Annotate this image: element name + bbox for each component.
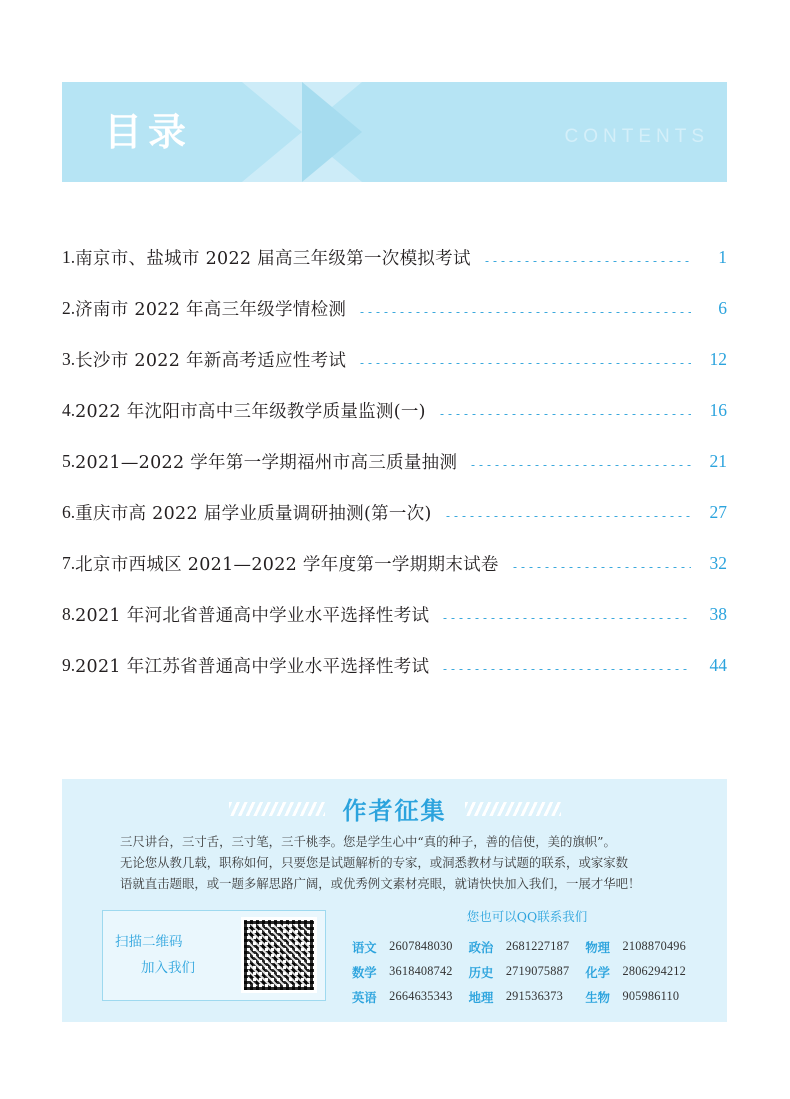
qq-subject: 物理 [585,939,610,955]
qq-contact-heading: 您也可以QQ联系我们 [466,909,588,924]
toc-entry[interactable] [62,487,727,538]
toc-entry-number: 4. [62,400,76,420]
toc-leader-dots [511,567,691,568]
toc-entry-label: 南京市、盐城市 2022 届高三年级第一次模拟考试 [75,249,471,269]
toc-entry-label: 2021—2022 学年第一学期福州市高三质量抽测 [75,453,458,473]
qq-contact-table [352,934,702,1009]
toc-leader-dots [444,516,691,517]
qq-number[interactable]: 291536373 [505,989,563,1003]
qq-number[interactable]: 2719075887 [505,964,570,978]
toc-entry-page: 16 [709,400,727,420]
toc-entry[interactable] [62,385,727,436]
toc-entry-page: 38 [709,604,727,624]
toc-entry-number: 6. [62,502,76,522]
toc-entry-number: 1. [62,247,76,267]
toc-entry-page: 6 [718,298,727,318]
toc-entry-page: 21 [709,451,727,471]
toc-entry-label: 长沙市 2022 年新高考适应性考试 [75,351,347,371]
toc-entry-number: 9. [62,655,76,675]
toc-entry[interactable] [62,334,727,385]
toc-entry-label: 2022 年沈阳市高中三年级教学质量监测(一) [75,402,426,422]
toc-entry[interactable] [62,283,727,334]
toc-entry-number: 7. [62,553,76,573]
table-row [352,984,702,1009]
toc-leader-dots [441,669,691,670]
toc-entry-label: 重庆市高 2022 届学业质量调研抽测(第一次) [75,504,432,524]
qq-subject: 数学 [352,964,377,980]
qr-join-panel[interactable] [102,910,326,1001]
qq-subject: 语文 [352,939,377,955]
toc-entry-number: 3. [62,349,76,369]
toc-leader-dots [441,618,691,619]
author-recruitment-box [62,779,727,1022]
table-row [352,934,702,959]
promo-paragraph-line: 三尺讲台，三寸舌，三寸笔，三千桃李。您是学生心中“真的种子，善的信使，美的旗帜”。 [120,834,616,849]
page-title: 目录 [104,109,193,154]
toc-entry-page: 12 [709,349,727,369]
qq-number[interactable]: 2681227187 [505,939,570,953]
toc-entry-page: 32 [709,553,727,573]
toc-entry-page: 44 [709,655,727,675]
promo-paragraph-line: 无论您从教几载，职称如何，只要您是试题解析的专家，或洞悉教材与试题的联系，或家家数 [120,855,629,870]
toc-leader-dots [469,465,691,466]
toc-entry-label: 2021 年河北省普通高中学业水平选择性考试 [75,606,430,626]
qr-instruction-line-2: 加入我们 [141,960,195,976]
toc-entry[interactable] [62,436,727,487]
qq-number[interactable]: 2108870496 [622,939,686,953]
qq-number[interactable]: 905986110 [622,989,680,1003]
banner-wedge-right-icon [302,82,362,182]
qq-number[interactable]: 2806294212 [622,964,686,978]
toc-entry[interactable] [62,640,727,691]
promo-title: 作者征集 [342,796,447,825]
qq-subject: 英语 [352,989,377,1005]
toc-entry-label: 北京市西城区 2021—2022 学年度第一学期期末试卷 [75,555,499,575]
toc-entry-label: 2021 年江苏省普通高中学业水平选择性考试 [75,657,430,677]
qr-instruction-text [115,929,225,981]
qq-number[interactable]: 2664635343 [389,989,453,1003]
toc-entry-page: 1 [718,247,727,267]
qq-subject: 化学 [585,964,610,980]
toc-leader-dots [438,414,691,415]
qq-contact-block [352,907,702,1009]
toc-entry-label: 济南市 2022 年高三年级学情检测 [75,300,347,320]
promo-paragraph [120,831,672,894]
toc-entry[interactable] [62,232,727,283]
page-title-english: CONTENTS [564,126,709,147]
toc-leader-dots [358,363,691,364]
toc-leader-dots [358,312,691,313]
table-row [352,959,702,984]
toc-entry-number: 2. [62,298,76,318]
promo-title-row [62,791,727,826]
table-of-contents [62,232,727,691]
toc-entry-number: 8. [62,604,76,624]
qq-number[interactable]: 3618408742 [389,964,453,978]
qq-subject: 生物 [585,989,610,1005]
qq-subject: 政治 [468,939,494,955]
hatch-decoration-left-icon [229,802,325,816]
toc-leader-dots [483,261,691,262]
qq-number[interactable]: 2607848030 [389,939,453,953]
toc-entry[interactable] [62,589,727,640]
toc-entry-page: 27 [709,502,727,522]
hatch-decoration-right-icon [465,802,561,816]
promo-paragraph-line: 语就直击题眼，或一题多解思路广阔，或优秀例文素材亮眼，就请快快加入我们，一展才华吧！ [120,876,641,891]
toc-entry-number: 5. [62,451,76,471]
contents-header-banner [62,82,727,182]
qq-subject: 历史 [468,964,494,980]
toc-entry[interactable] [62,538,727,589]
qq-subject: 地理 [468,989,494,1005]
qr-instruction-line-1: 扫描二维码 [115,934,183,950]
qr-code-pattern [248,924,310,986]
qr-code-icon[interactable] [241,917,317,993]
